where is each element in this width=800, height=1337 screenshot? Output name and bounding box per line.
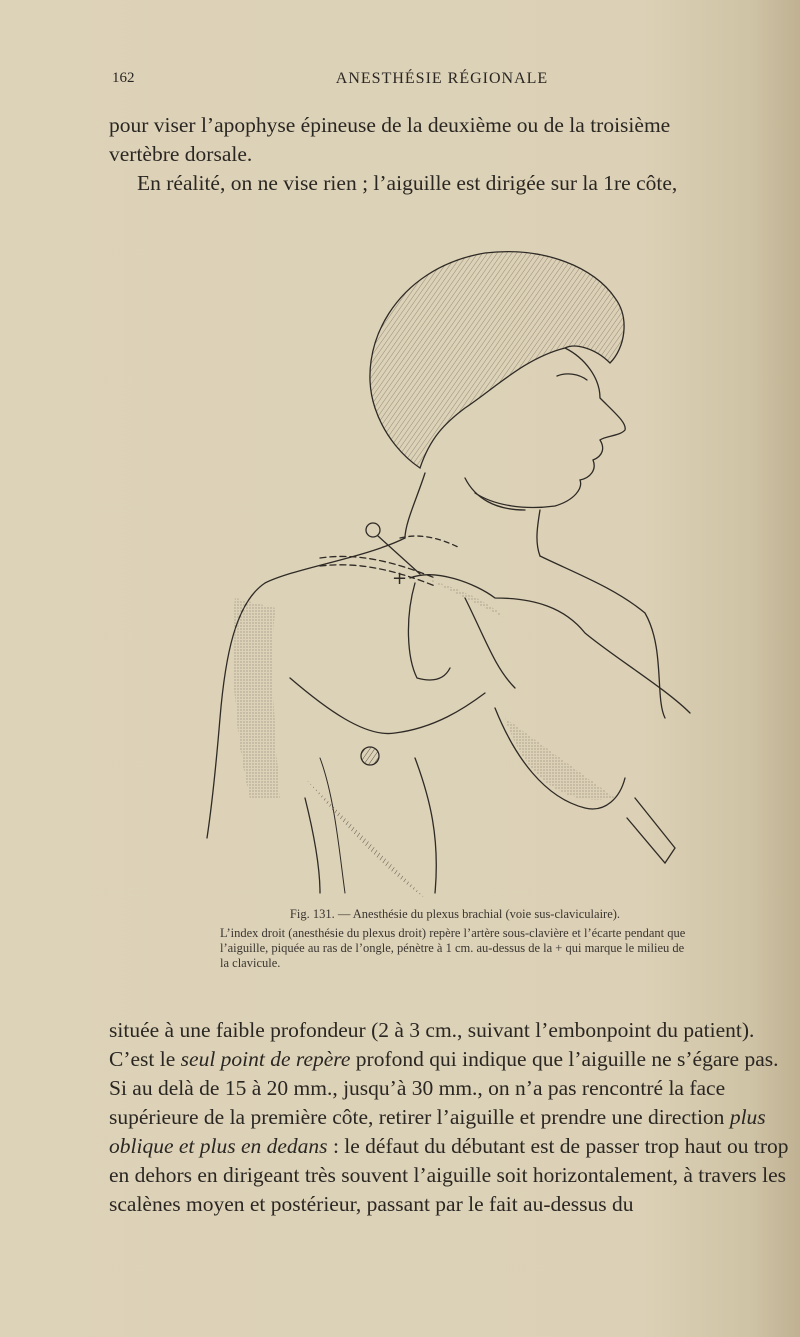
hair (370, 252, 624, 468)
eye (557, 374, 587, 380)
running-title: ANESTHÉSIE RÉGIONALE (335, 70, 549, 87)
text-run: profond qui indique que l’aiguille ne s’égare pas. Si au delà de 15 à 20 mm., jusqu’à 30 mm., on n’a pas rencontré la face supérieure de la première côte, retirer l’aiguille et prendre une direction (109, 1047, 779, 1129)
top-paragraph (109, 111, 789, 198)
page-number: 162 (112, 70, 135, 86)
chest (290, 678, 485, 734)
nipple (361, 747, 379, 765)
text-run: située à une faible profondeur (2 à 3 cm., suivant l’embonpoint du patient). C’est le (109, 1018, 755, 1071)
page-header (112, 70, 772, 98)
anatomical-illustration (195, 238, 695, 903)
figure-caption (220, 907, 690, 971)
paragraph-text (109, 1016, 789, 1219)
text-run: : le défaut du débutant est de passer trop haut ou trop en dehors en dirigeant très souvent l’aiguille soit horizontalement, à travers les scalènes moyen et postérieur, passant par le fait au-dessus du (109, 1134, 789, 1216)
italic-text: seul point de repère (180, 1047, 351, 1071)
torso-outline (540, 556, 665, 718)
illustration-svg (195, 238, 695, 903)
bottom-paragraph (109, 1016, 789, 1219)
figure-title: Fig. 131. — Anesthésie du plexus brachial (voie sus-claviculaire). (289, 907, 621, 921)
text-line: vertèbre dorsale. (109, 142, 253, 166)
text-line: En réalité, on ne vise rien ; l’aiguille est dirigée sur la 1re côte, (137, 171, 678, 195)
text-line: pour viser l’apophyse épineuse de la deuxième ou de la troisième (109, 113, 671, 137)
figure-description: L’index droit (anesthésie du plexus droit) repère l’artère sous-clavière et l’écarte pendant que l’aiguille, piquée au ras de l’ongle, pénètre à 1 cm. au-dessus de la + qui marque le milieu de la clavicule. (220, 926, 686, 970)
neck (405, 473, 540, 556)
needle-hub (366, 523, 380, 537)
hand (408, 575, 690, 713)
cross-mark: + (392, 568, 408, 589)
italic-text: plus oblique et plus en dedans (109, 1105, 766, 1158)
